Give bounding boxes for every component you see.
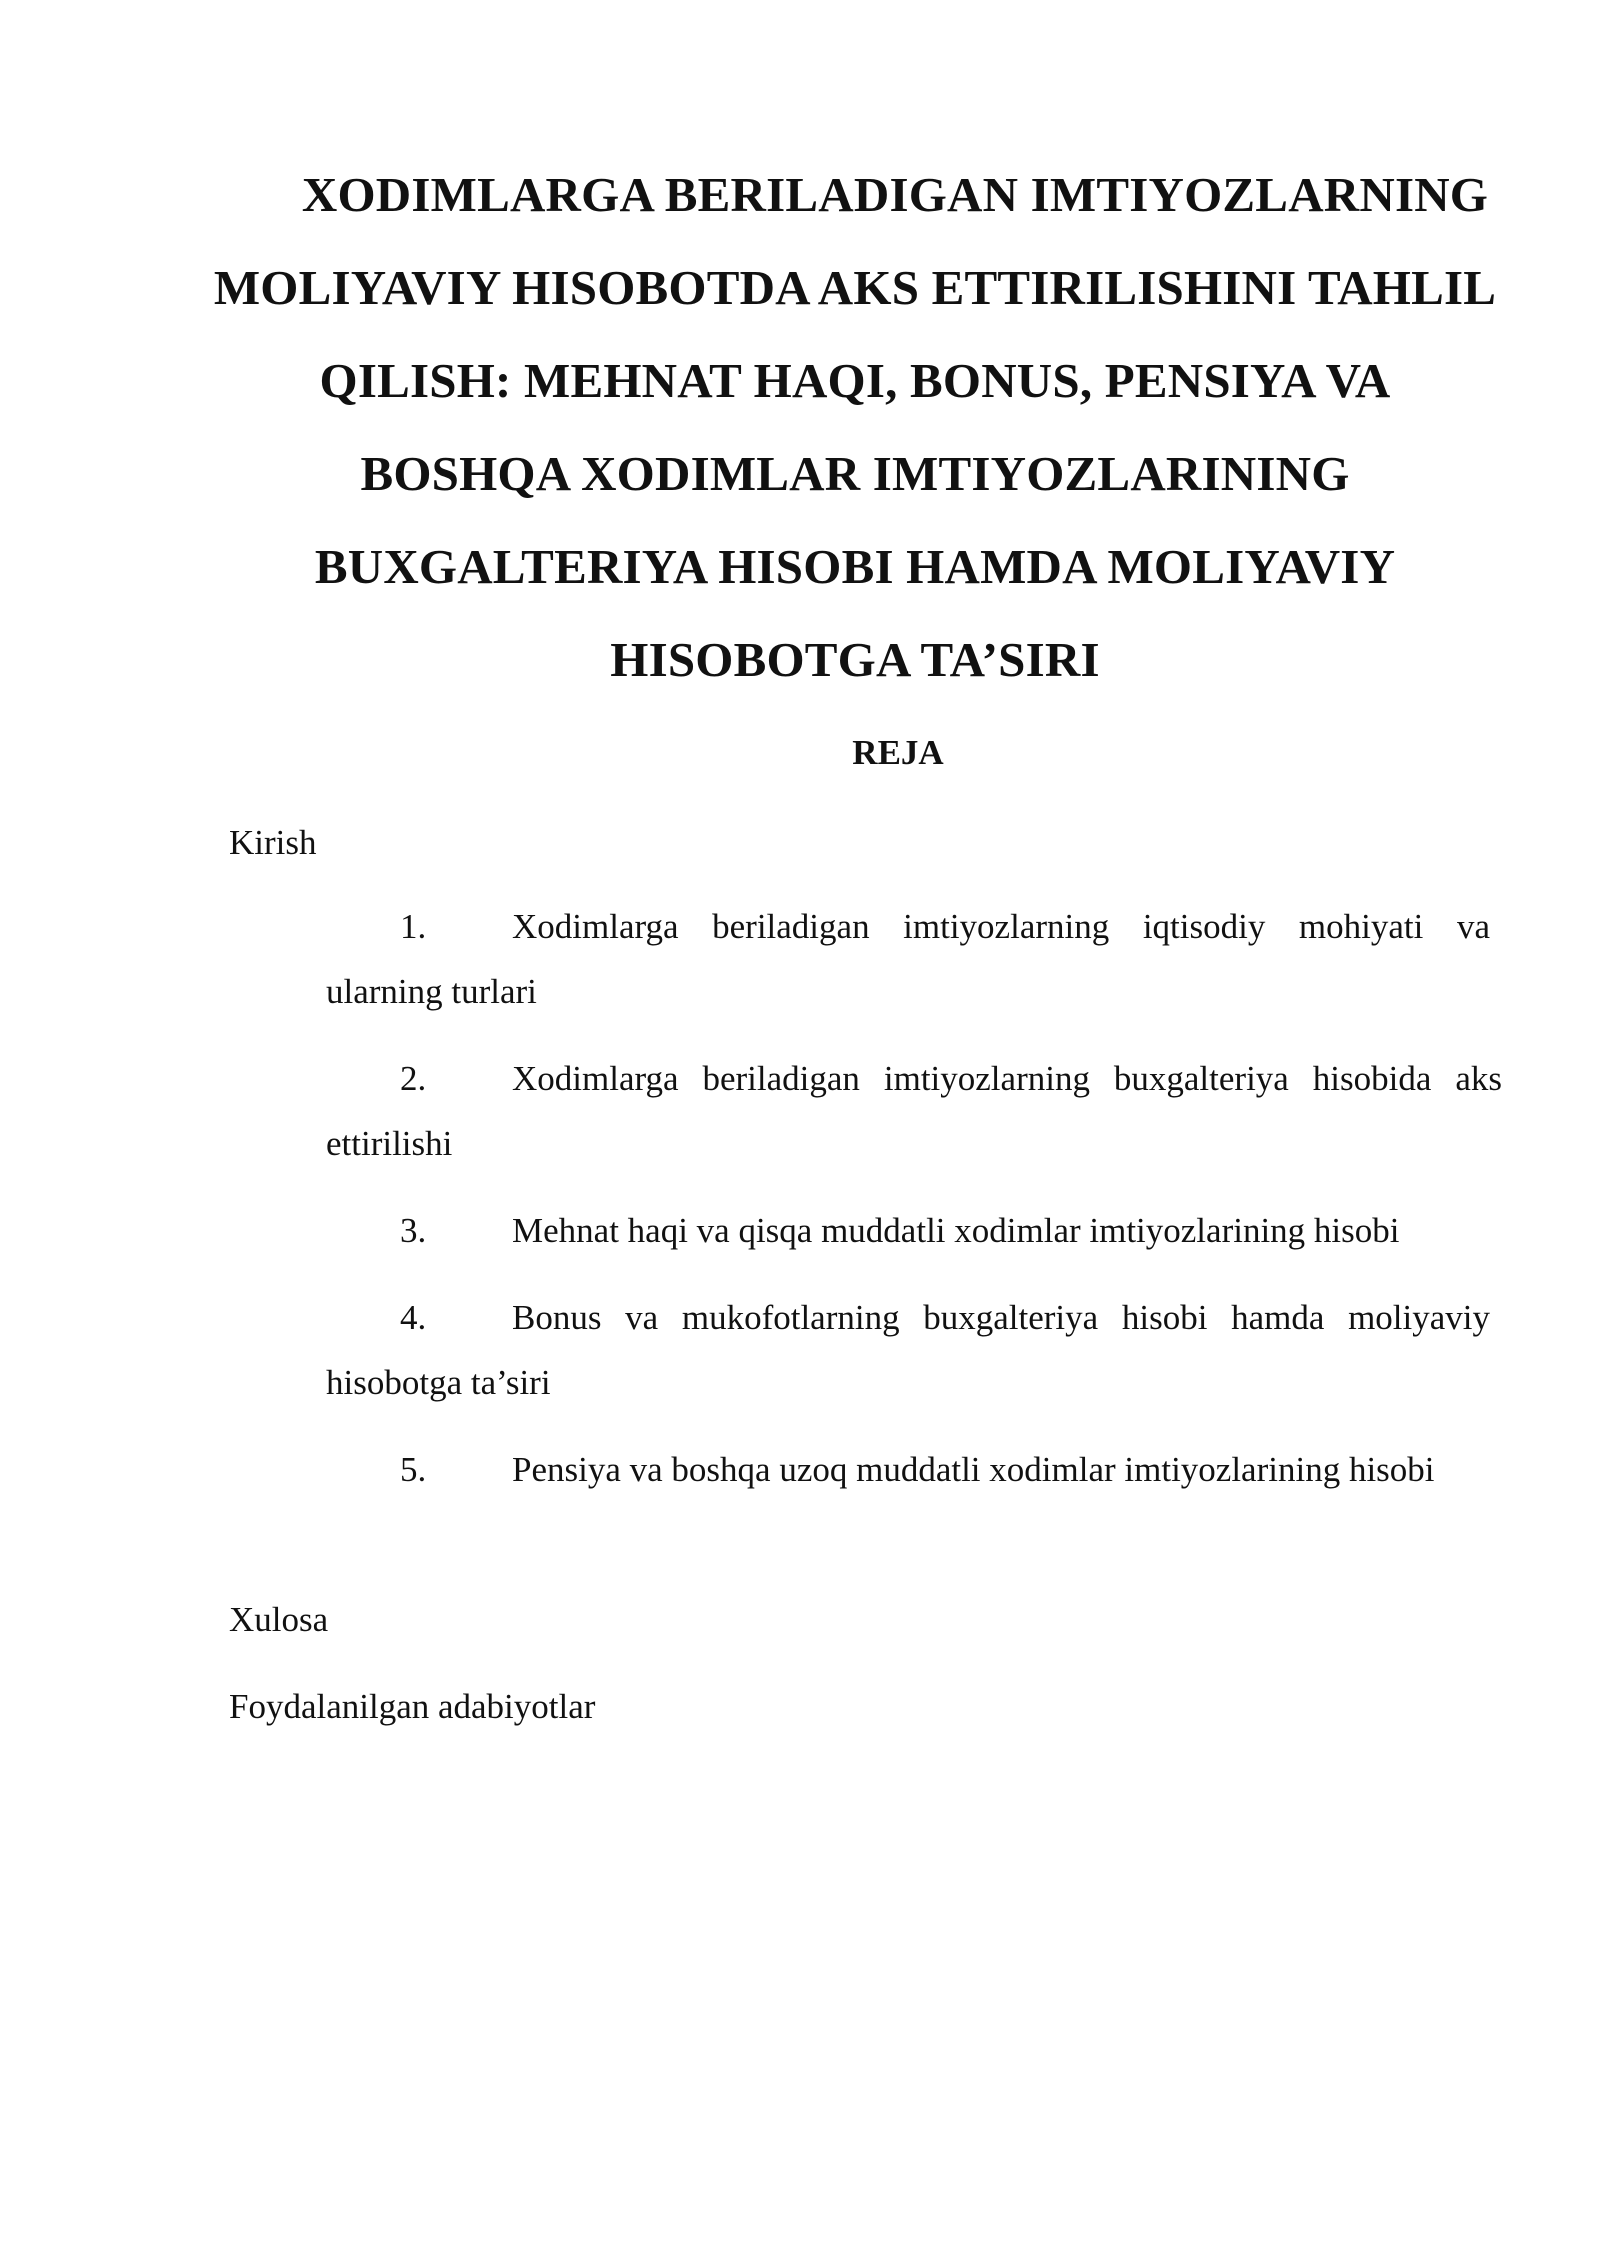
plan-item xyxy=(326,1285,1490,1415)
document-title: XODIMLARGA BERILADIGAN IMTIYOZLARNING MOLIYAVIY HISOBOTDA AKS ETTIRILISHINI TAHLIL QILISH: MEHNAT HAQI, BONUS, PENSIYA VA BOSHQA XODIMLAR IMTIYOZLARINING BUXGALTERIYA HISOBI HAMDA MOLIYAVIY HISOBOTGA TA’SIRI xyxy=(213,167,1497,687)
plan-item-number: 1. xyxy=(400,907,427,946)
plan-item-number: 2. xyxy=(400,1059,427,1098)
plan-item-text: Pensiya va boshqa uzoq muddatli xodimlar imtiyozlarining hisobi xyxy=(512,1450,1435,1489)
references-entry: Foydalanilgan adabiyotlar xyxy=(229,1687,596,1726)
plan-item-number: 4. xyxy=(400,1298,427,1337)
plan-item xyxy=(326,1046,1502,1176)
plan-item-text: Xodimlarga beriladigan imtiyozlarning iqtisodiy mohiyati va ularning turlari xyxy=(326,907,1490,1011)
plan-item xyxy=(326,894,1490,1024)
plan-item xyxy=(326,1198,1490,1263)
intro-entry: Kirish xyxy=(229,823,317,862)
conclusion-entry: Xulosa xyxy=(229,1600,329,1639)
plan-item-text: Bonus va mukofotlarning buxgalteriya hisobi hamda moliyaviy hisobotga ta’siri xyxy=(326,1298,1490,1402)
plan-item-number: 3. xyxy=(400,1211,427,1250)
plan-item xyxy=(326,1437,1490,1502)
plan-heading: REJA xyxy=(852,733,944,772)
plan-item-text: Xodimlarga beriladigan imtiyozlarning buxgalteriya hisobida aks ettirilishi xyxy=(326,1059,1502,1163)
plan-item-text: Mehnat haqi va qisqa muddatli xodimlar imtiyozlarining hisobi xyxy=(512,1211,1400,1250)
plan-item-number: 5. xyxy=(400,1450,427,1489)
